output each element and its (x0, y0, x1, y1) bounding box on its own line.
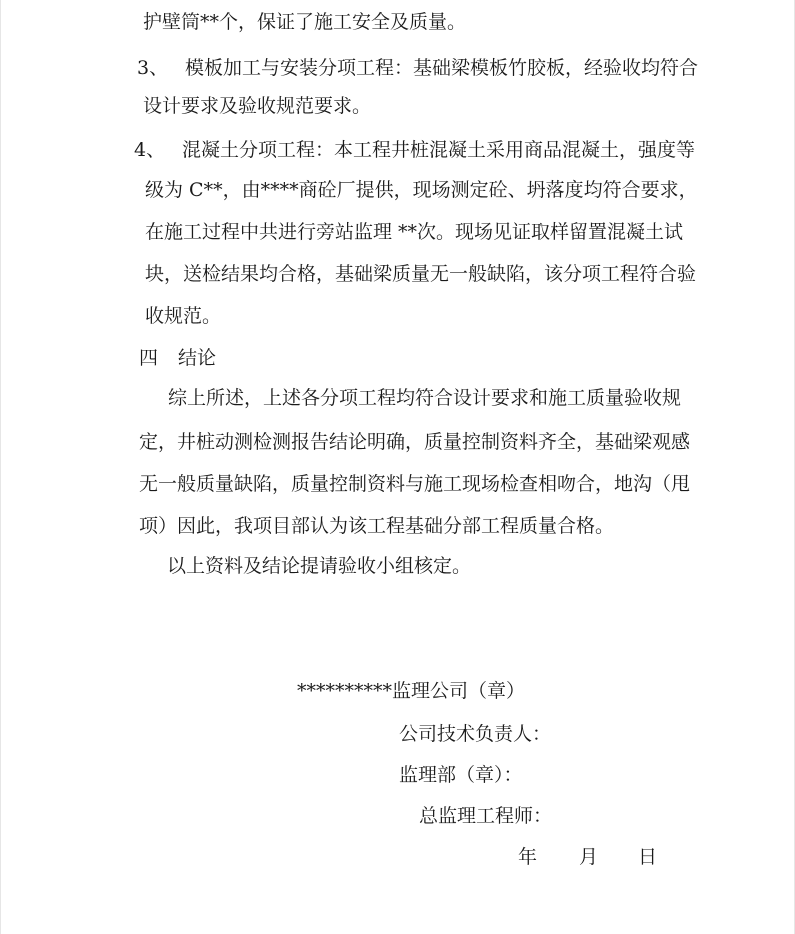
section4-title: 结论 (178, 347, 217, 369)
item4-number: 4、 (134, 139, 166, 161)
signature-chief-engineer: 总监理工程师： (419, 805, 553, 827)
item3-line1: 模板加工与安装分项工程：基础梁模板竹胶板，经验收均符合 (185, 57, 699, 79)
signature-tech-lead: 公司技术负责人： (399, 723, 552, 745)
conclusion-line4: 项）因此，我项目部认为该工程基础分部工程质量合格。 (139, 515, 615, 537)
date-day-label: 日 (638, 846, 658, 868)
item4-line3: 在施工过程中共进行旁站监理 **次。现场见证取样留置混凝土试 (145, 221, 684, 243)
item4-line2: 级为 C**，由****商砼厂提供，现场测定砼、坍落度均符合要求， (145, 179, 698, 201)
date-month-label: 月 (579, 846, 599, 868)
section4-number: 四 (139, 347, 159, 369)
item4-line4: 块，送检结果均合格，基础梁质量无一般缺陷，该分项工程符合验 (145, 263, 697, 285)
conclusion-line3: 无一般质量缺陷，质量控制资料与施工现场检查相吻合，地沟（甩 (139, 473, 691, 495)
item3-number: 3、 (137, 57, 169, 79)
conclusion-line2: 定，井桩动测检测报告结论明确，质量控制资料齐全，基础梁观感 (139, 431, 691, 453)
signature-company: **********监理公司（章） (297, 680, 526, 702)
conclusion-line1: 综上所述，上述各分项工程均符合设计要求和施工质量验收规 (168, 387, 682, 409)
signature-dept: 监理部（章）： (399, 764, 523, 786)
item4-line5: 收规范。 (145, 305, 222, 327)
date-year-label: 年 (518, 846, 538, 868)
closing-text: 以上资料及结论提请验收小组核定。 (167, 555, 472, 577)
item4-line1: 混凝土分项工程：本工程井桩混凝土采用商品混凝土，强度等 (182, 139, 696, 161)
item3-line2: 设计要求及验收规范要求。 (143, 95, 372, 117)
item2-tail-text: 护壁筒**个，保证了施工安全及质量。 (143, 11, 467, 33)
